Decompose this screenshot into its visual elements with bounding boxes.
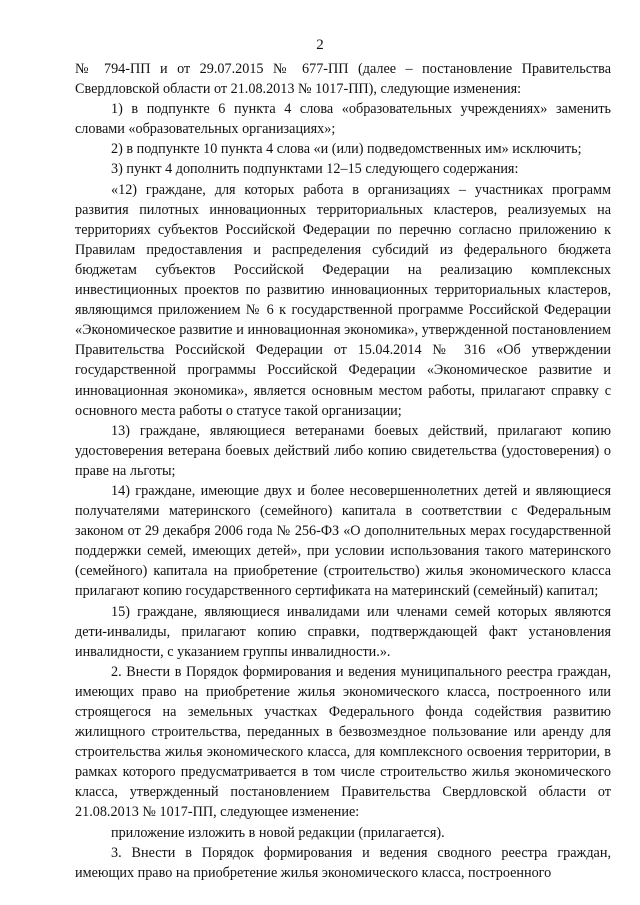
paragraph: 2. Внести в Порядок формирования и ведения муниципального реестра граждан, имеющих право на приобретение жилья экономического класса, построенного или строящегося на земельных участках Федерального фонда содействия развитию жилищного строительства, переданных в безвозмездное пользование или аренду для строительства жилья экономического класса, для комплексного освоения территории, в рамках которого предусматривается в том числе строительство жилья экономического класса, утвержденный постановлением Правительства Свердловской области от 21.08.2013 № 1017-ПП, следующее изменение: — [75, 663, 611, 821]
paragraph: «12) граждане, для которых работа в организациях – участниках программ развития пилотных инновационных территориальных кластеров, реализуемых на территориях субъектов Российской Федерации по перечню согласно приложению к Правилам предоставления и распределения субсидий из федерального бюджета бюджетам субъектов Российской Федерации на реализацию комплексных инвестиционных проектов по развитию инновационных территориальных кластеров, являющимся приложением № 6 к государственной программе Российской Федерации «Экономическое развитие и инновационная экономика», утвержденной постановлением Правительства Российской Федерации от 15.04.2014 № 316 «Об утверждении государственной программы Российской Федерации «Экономическое развитие и инновационная экономика», является основным местом работы, прилагают справку с основного места работы о статусе такой организации; — [75, 181, 611, 419]
paragraph: 14) граждане, имеющие двух и более несовершеннолетних детей и являющиеся получателями материнского (семейного) капитала в соответствии с Федеральным законом от 29 декабря 2006 года № 256-ФЗ «О дополнительных мерах государственной поддержки семей, имеющих детей», при условии использования такого материнского (семейного) капитала на приобретение (строительство) жилья экономического класса прилагают копию государственного сертификата на материнский (семейный) капитал; — [75, 482, 611, 600]
paragraph: 2) в подпункте 10 пункта 4 слова «и (или) подведомственных им» исключить; — [111, 141, 582, 158]
paragraph: 3) пункт 4 дополнить подпунктами 12–15 следующего содержания: — [111, 161, 519, 178]
page-number: 2 — [316, 37, 324, 53]
paragraph: 15) граждане, являющиеся инвалидами или членами семей которых являются дети-инвалиды, прилагают копию справки, подтверждающей факт установления инвалидности, с указанием группы инвалидности.». — [75, 603, 611, 660]
paragraph: 3. Внести в Порядок формирования и ведения сводного реестра граждан, имеющих право на приобретение жилья экономического класса, построенного — [75, 844, 611, 881]
paragraph: 1) в подпункте 6 пункта 4 слова «образовательных учреждениях» заменить словами «образовательных организациях»; — [75, 101, 611, 138]
paragraph: № 794-ПП и от 29.07.2015 № 677-ПП (далее – постановление Правительства Свердловской области от 21.08.2013 № 1017-ПП), следующие изменения: — [75, 61, 611, 98]
paragraph: приложение изложить в новой редакции (прилагается). — [111, 824, 445, 841]
paragraph: 13) граждане, являющиеся ветеранами боевых действий, прилагают копию удостоверения ветерана боевых действий либо копию свидетельства (удостоверения) о праве на льготы; — [75, 422, 611, 479]
document-body — [75, 59, 611, 883]
